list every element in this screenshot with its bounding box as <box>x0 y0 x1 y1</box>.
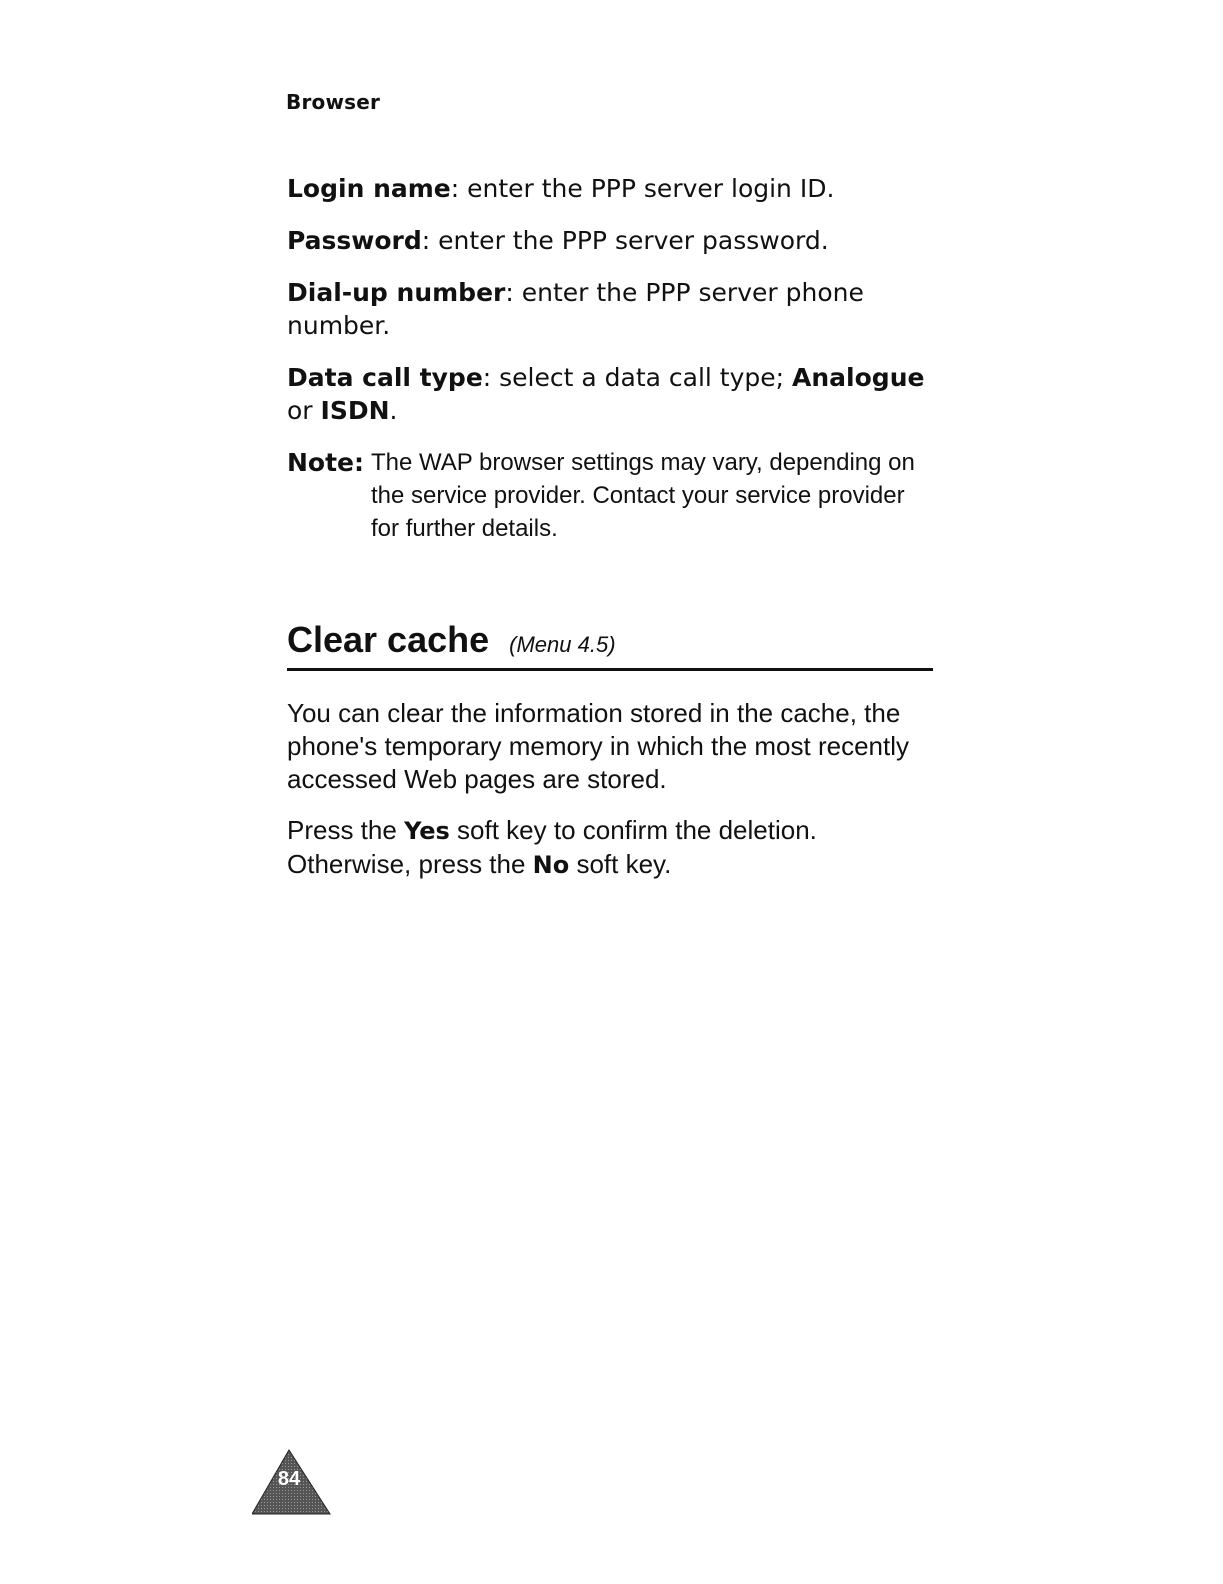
text-run: soft key. <box>569 849 672 879</box>
separator: : <box>505 278 522 307</box>
note-label-text: Note <box>287 448 355 477</box>
setting-term: Login name <box>287 174 451 203</box>
settings-list <box>287 172 947 545</box>
option-or: or <box>287 396 321 425</box>
option-isdn: ISDN <box>320 396 390 425</box>
separator: : <box>482 363 500 392</box>
setting-login-name <box>287 172 947 205</box>
separator: : <box>421 226 439 255</box>
option-analogue: Analogue <box>792 363 925 392</box>
section-heading <box>287 618 933 671</box>
setting-desc: enter the PPP server phone number. <box>287 278 864 340</box>
section-body <box>287 697 933 882</box>
note-block <box>287 446 947 545</box>
setting-term: Data call type <box>287 363 483 392</box>
note-sep: : <box>354 448 365 477</box>
section-title: Clear cache <box>287 619 490 660</box>
setting-term: Dial-up number <box>287 278 506 307</box>
setting-desc: select a data call type; <box>499 363 793 392</box>
sentence-end: . <box>389 396 398 425</box>
no-key-label: No <box>532 851 570 879</box>
note-text: The WAP browser settings may vary, depending on the service provider. Contact your service provider for further details. <box>371 449 915 542</box>
page-number: 84 <box>277 1468 301 1490</box>
text-run: soft key to confirm the deletion. Otherwise, press the <box>287 815 817 879</box>
setting-desc: enter the PPP server password. <box>438 226 829 255</box>
yes-key-label: Yes <box>404 817 450 845</box>
setting-data-call-type <box>287 361 937 427</box>
setting-desc: enter the PPP server login ID. <box>467 174 835 203</box>
cache-description: You can clear the information stored in the cache, the phone's temporary memory in which the most recently accessed Web pages are stored. <box>287 698 909 794</box>
setting-dialup-number <box>287 276 877 342</box>
clear-cache-section <box>287 618 933 900</box>
separator: : <box>450 174 468 203</box>
note-label <box>287 446 364 545</box>
running-header: Browser <box>286 90 381 114</box>
page-number-marker <box>252 1448 332 1516</box>
menu-reference: (Menu 4.5) <box>509 632 616 657</box>
cache-instructions <box>287 814 933 882</box>
text-run: Press the <box>287 815 405 845</box>
setting-password <box>287 224 947 257</box>
setting-term: Password <box>287 226 422 255</box>
